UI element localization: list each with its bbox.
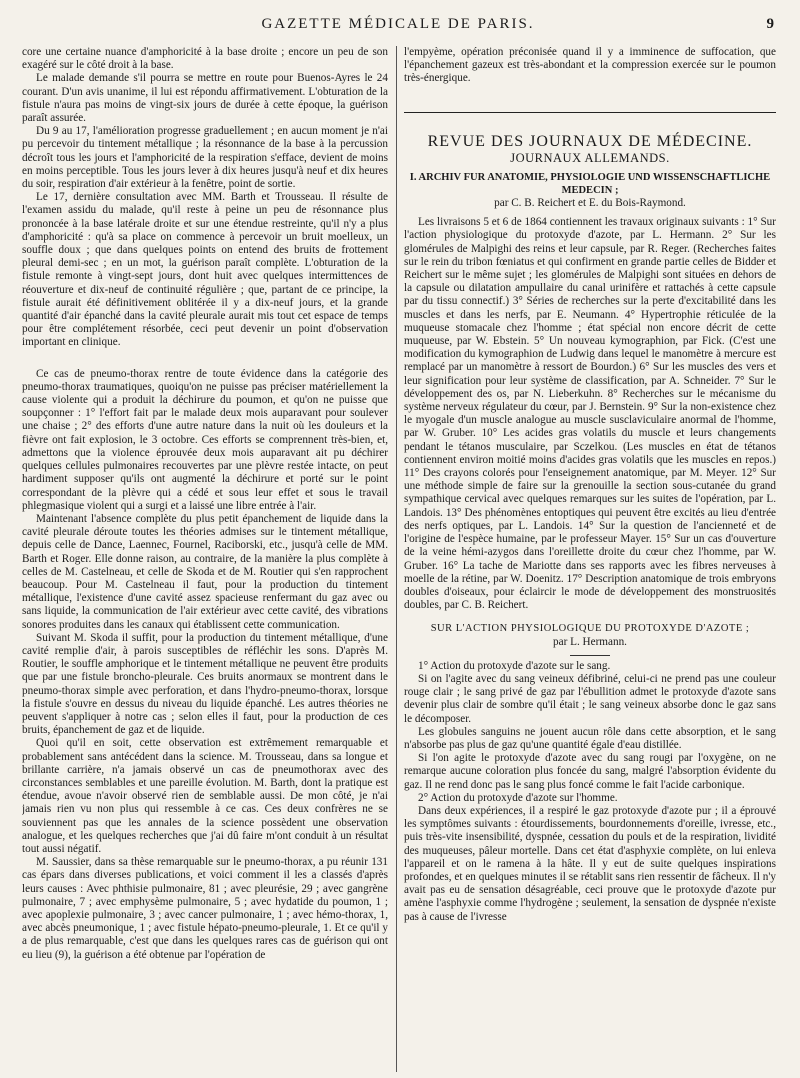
- paragraph-gap: [22, 350, 388, 368]
- paragraph: Le malade demande s'il pourra se mettre en route pour Buenos-Ayres le 24 courant. D'un avis unanime, il lui est répondu affirmativement. L'obturation de la fistule n'aura pas moins de vingt-six jours de durée à cette époque, la guérison paraît assurée.: [22, 72, 388, 125]
- paragraph: Si on l'agite avec du sang veineux défibriné, celui-ci ne prend pas une couleur rouge clair ; le sang privé de gaz par l'ébullition admet le protoxyde d'azote sans devenir plus clair de sombre qu'il était ; le sang veineux absorbe donc le gaz sans le décomposer.: [404, 672, 776, 725]
- paragraph: Du 9 au 17, l'amélioration progresse graduellement ; en aucun moment je n'ai pu percevoir du tintement métallique ; la résonnance de la base à la percussion décroît tous les jours et l'amphoricité de la respiration s'efface, devient de moins en moins perceptible. Tous les jours lever à dix heures jusqu'à neuf et dix heures du soir, respiration d'air extérieur à la fenêtre, point de sortie.: [22, 125, 388, 191]
- paragraph: core une certaine nuance d'amphoricité à la base droite ; encore un peu de son exagéré sur le côté droit à la base.: [22, 46, 388, 72]
- left-column: [22, 46, 388, 1072]
- paragraph: 2° Action du protoxyde d'azote sur l'homme.: [418, 791, 618, 804]
- section-rule: [404, 112, 776, 113]
- review-text: Les livraisons 5 et 6 de 1864 contiennent les travaux originaux suivants : 1° Sur l'action physiologique du protoxyde d'azote, par L. Hermann. 2° Sur les glomérules de Malpighi des reins et leur capsule, par R. Reger. (Recherches faites sur le rein du tribon fœniatus et qui confirment en grande partie celles de Bidder et Reichert sur le même sujet ; les glomérules de Malpighi sont situées en dehors de la capsule ou dilatation ampullaire du canal urinifère et rattachés à cette capsule par du tissu connectif.) 3° Séries de recherches sur la perte d'excitabilité dans les muscles et dans les nerfs, par E. Neumann. 4° Hypertrophie réticulée de la muqueuse stomacale chez l'homme ; état spécial non encore décrit de cette muqueuse, par W. Ebstein. 5° Un nouveau kymographion, par Fick. (C'est une modification du kymographion de Ludwig dans lequel le manomètre à mercure est remplacé par un manomètre à ressort de Bourdon.) 6° Sur les muscles des vers et leur signification pour leur système de classification, par A. Schneider. 7° Sur le développement des os, par N. Lieberkuhn. 8° Recherches sur le mécanisme du système nerveux régulateur du cœur, par J. Bernstein. 9° Sur la non-existence chez le myogale d'un muscle analogue au muscle susclaviculaire anormal de l'homme, par W. Gruber. 10° Les acides gras volatils du muscle et leurs changements pendant le tétanos musculaire, par Sczelkou. (Les muscles en état de tétanos contiennent environ moitié moins d'acides gras volatils que les muscles en repos.) 11° Des crayons colorés pour l'enseignement anatomique, par M. Meyer. 12° Sur une méthode simple de faire sur la grenouille la section sous-cutanée du grand sympathique cervical avec quelques remarques sur les suites de l'opération, par L. Landois. 13° Des phénomènes entoptiques qui peuvent être excités au lieu d'entrée des nerfs optiques, par L. Landois. 14° Sur la question de l'ancienneté et de l'origine de l'espèce humaine, par le professeur Mayer. 15° Sur un cas d'ouverture de la veine hémi-azygos dans l'oreillette droite du cœur chez l'homme, par W. Gruber. 16° La tache de Mariotte dans ses rapports avec les fibres nerveuses à moelle de la rétine, par W. Doenitz. 17° Description anatomique de trois embryons doubles d'oiseaux, pour éclaircir le mode de développement des monstruosités doubles, par C. B. Reichert.: [404, 216, 776, 612]
- article-author: par L. Hermann.: [553, 635, 627, 648]
- column-divider: [396, 46, 397, 1072]
- page-number: 9: [766, 16, 774, 32]
- paragraph: 1° Action du protoxyde d'azote sur le sang.: [418, 659, 611, 672]
- page-header: [22, 16, 774, 38]
- paragraph: M. Saussier, dans sa thèse remarquable sur le pneumo-thorax, a pu réunir 131 cas épars dans diverses publications, et voici comment il les a classés d'après leurs causes : Avec phthisie pulmonaire, 81 ; avec pleurésie, 29 ; avec gangrène pulmonaire, 7 ; avec emphysème pulmonaire, 5 ; avec hydatide du poumon, 1 ; avec apoplexie pulmonaire, 3 ; avec cancer pulmonaire, 1 ; avec hémo-thorax, 1, avec abcès pneumonique, 1 ; avec fistule hépato-pneumo-pleurale, 1. Et ce qu'il y a de plus remarquable, c'est que dans les quelques rares cas de guérison qui ont eu lieu (9), la guérison a été obtenue par l'opération de: [22, 856, 388, 961]
- article-title: SUR L'ACTION PHYSIOLOGIQUE DU PROTOXYDE D'AZOTE ;: [430, 623, 750, 635]
- paragraph: Suivant M. Skoda il suffit, pour la production du tintement métallique, d'une cavité remplie d'air, à parois susceptibles de réfléchir les sons. D'après M. Routier, le souffle amphorique et le tintement métallique ne peuvent être produits que par une fistule broncho-pleurale. Ces bruits anormaux se montrent dans le pneumo-thorax simple avec perforation, et dans l'hydro-pneumo-thorax, lorsque la fistule s'ouvre en dessus du niveau du liquide épanché. Les autres théories ne peuvent s'appliquer à notre cas ; selon elles il faut, pour la production de ces bruits, épanchement de gaz et de liquide.: [22, 631, 388, 737]
- paragraph: Maintenant l'absence complète du plus petit épanchement de liquide dans la cavité pleurale déroute toutes les théories admises sur le tintement métallique, depuis celle de Dance, Laennec, Fournel, Raciborski, etc., jusqu'à celle de MM. Barth et Roger. Elle donne raison, au contraire, de la manière la plus complète à celles de M. Castelneau, et celle de Skoda et de M. Routier qui s'en rapprochent beaucoup. Pour M. Castelneau il faut, pour la production du tintement métallique, l'existence d'une cavité assez spacieuse renfermant du gaz avec ou sans liquide, la communication de l'air extérieur avec cette cavité, des vibrations sonores produites dans les canaux qui établissent cette communication.: [22, 512, 388, 631]
- journal-heading: I. ARCHIV FUR ANATOMIE, PHYSIOLOGIE UND WISSENSCHAFTLICHE MEDECIN ;: [409, 172, 771, 197]
- right-column: [404, 46, 776, 1072]
- section-title: REVUE DES JOURNAUX DE MÉDECINE.: [427, 132, 753, 150]
- short-rule: [570, 655, 610, 656]
- journal-title: GAZETTE MÉDICALE DE PARIS.: [261, 16, 535, 32]
- section-subtitle: JOURNAUX ALLEMANDS.: [510, 150, 670, 165]
- paragraph: Si l'on agite le protoxyde d'azote avec du sang rougi par l'oxygène, on ne remarque aucune coloration plus foncée du sang, malgré l'absorption évidente du gaz. Il ne rend donc pas le sang plus foncé comme le fait l'acide carbonique.: [404, 752, 776, 791]
- paragraph: Dans deux expériences, il a respiré le gaz protoxyde d'azote pur ; il a éprouvé les symptômes suivants : étourdissements, bourdonnements d'oreille, ivresse, etc., puis très-vite insensibilité, dyspnée, cessation du pouls et de la respiration, lividité des muqueuses, pâleur mortelle. Dans cet état d'asphyxie complète, on lui enleva l'appareil et on le ramena à la hâte. Il y eut de suite quelques inspirations profondes, et en quelques minutes il se rétablit sans rien ressentir de fâcheux. Il n'y avait pas eu de sensation désagréable, ceci prouve que le protoxyde d'azote pur amène l'asphyxie comme l'hydrogène ; seulement, la sensation de dyspnée n'existe pas à cause de l'ivresse: [404, 804, 776, 923]
- paragraph: l'empyème, opération préconisée quand il y a imminence de suffocation, que l'épanchement gazeux est très-abondant et la compression exercée sur le poumon très-énergique.: [404, 46, 776, 85]
- paragraph: Ce cas de pneumo-thorax rentre de toute évidence dans la catégorie des pneumo-thorax traumatiques, quoiqu'on ne puisse pas préciser matériellement la cause violente qui a produit la déchirure du poumon, et qu'on ne puisse que soupçonner : 1° l'effort fait par le malade deux mois auparavant pour soulever une chaise ; 2° des efforts d'une autre nature dans la nuit où les douleurs et la fièvre ont fait explosion, le 3 octobre. Ces efforts se comprennent très-bien, et, admettons que la violence éprouvée deux mois auparavant ait pu déchirer quelques cellules pulmonaires recouvertes par une plèvre restée intacte, on peut hardiment supposer qu'ils ont augmenté la déchirure et porté sur le point correspondant de la plèvre qui a cédé et sous leur effet et sous le travail phlegmasique violent qui a surgi et a laissé une libre entrée à l'air.: [22, 367, 388, 512]
- paragraph: Les globules sanguins ne jouent aucun rôle dans cette absorption, et le sang n'absorbe pas plus de gaz qu'une quantité égale d'eau distillée.: [404, 725, 776, 751]
- paragraph: Le 17, dernière consultation avec MM. Barth et Trousseau. Il résulte de l'examen assidu du malade, qu'il reste à peine un peu de résonnance plus prononcée à la base latérale droite et sur une étendue restreinte, qu'il n'y a plus d'amphoricité : qu'à sa place on commence à percevoir un bruit moelleux, un souffle doux ; que dans quelques points on entend des bruits de frottement pleural demi-sec ; en un mot, la guérison paraît complète. L'obturation de la fistule remonte à vingt-sept jours, dont huit avec quelques intermittences de réouverture et dix-neuf de continuité régulière ; que, partant de ce principe, la fistule aurait été définitivement oblitérée il y a dix-neuf jours, et la grande quantité d'air épanché dans la cavité pleurale aurait mis tout cet espace de temps pour être complétement résorbée, ceci peut devenir un point d'observation important en clinique.: [22, 191, 388, 349]
- journal-authors: par C. B. Reichert et E. du Bois-Raymond.: [494, 197, 686, 210]
- paragraph: Quoi qu'il en soit, cette observation est extrêmement remarquable et probablement sans antécédent dans la science. M. Trousseau, dans sa longue et brillante carrière, n'a jamais observé un cas de pneumothorax avec des circonstances semblables et une pareille évolution. M. Barth, dont la pratique est étendue, avoue n'avoir observé rien de semblable aussi. De mon côté, je n'ai jamais rien vu non plus qui ressemble à ce cas. Ces deux confrères ne se souviennent pas que les annales de la science possèdent une observation analogue, et les quelques recherches que j'ai dû faire m'ont conduit à un résultat tout aussi négatif.: [22, 737, 388, 855]
